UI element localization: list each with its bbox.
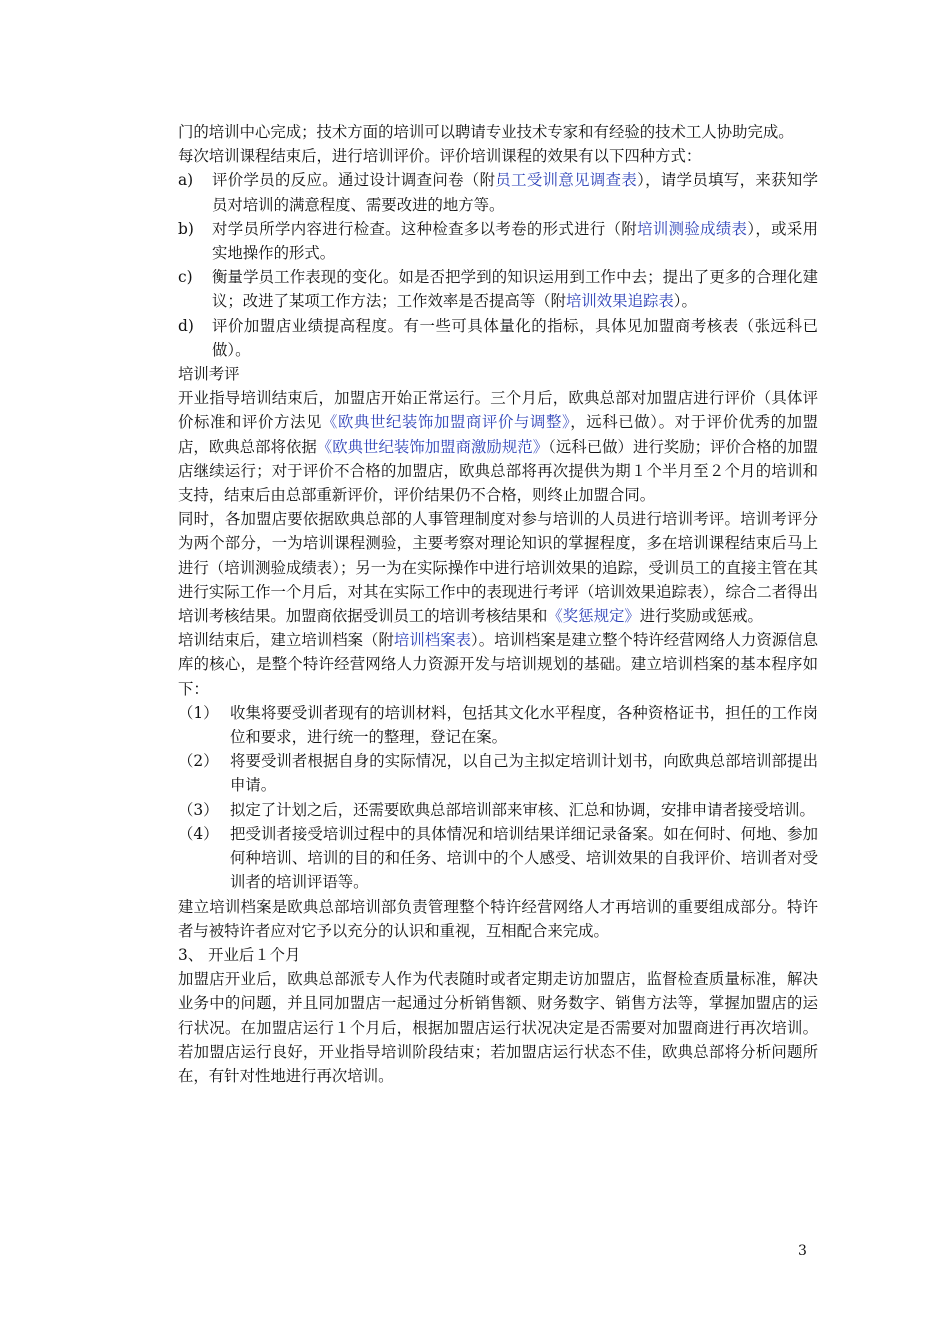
- paragraph-first-month: 加盟店开业后，欧典总部派专人作为代表随时或者定期走访加盟店，监督检查质量标准，解决业务中的问题，并且同加盟店一起通过分析销售额、财务数字、销售方法等，掌握加盟店的运行状况。在加盟店运行１个月后，根据加盟店运行状况决定是否需要对加盟商进行再次培训。若加盟店运行良好，开业指导培训阶段结束；若加盟店运行状态不佳，欧典总部将分析问题所在，有针对性地进行再次培训。: [178, 970, 818, 1085]
- link-archive-form[interactable]: 培训档案表: [393, 631, 472, 650]
- list-text: 对学员所学内容进行检查。这种检查多以考卷的形式进行（附: [212, 219, 638, 238]
- step-marker: （2）: [178, 752, 219, 771]
- paragraph-archive-importance: 建立培训档案是欧典总部培训部负责管理整个特许经营网络人才再培训的重要组成部分。特许者与被特许者应对它予以充分的认识和重视，互相配合来完成。: [178, 897, 818, 940]
- link-survey-form[interactable]: 员工受训意见调查表: [495, 171, 638, 190]
- text-run: 同时，各加盟店要依据欧典总部的人事管理制度对参与培训的人员进行培训考评。培训考评分为两个部分，一为培训课程测验，主要考察对理论知识的掌握程度，多在培训课程结束后马上进行（培训测验成绩表）；另一为在实际操作中进行培训效果的追踪，受训员工的直接主管在其进行实际工作一个月后，对其在实际工作中的表现进行考评（培训效果追踪表），综合二者得出培训考核结果。加盟商依据受训员工的培训考核结果和: [178, 510, 818, 626]
- step-text: 把受训者接受培训过程中的具体情况和培训结果详细记录备案。如在何时、何地、参加何种培训、培训的目的和任务、培训中的个人感受、培训效果的自我评价、培训者对受训者的培训评语等。: [230, 824, 818, 892]
- list-text: 衡量学员工作表现的变化。如是否把学到的知识运用到工作中去；提出了更多的合理化建议；改进了某项工作方法；工作效率是否提高等（附: [212, 268, 818, 311]
- step-text: 收集将要受训者现有的培训材料，包括其文化水平程度，各种资格证书，担任的工作岗位和要求，进行统一的整理，登记在案。: [230, 703, 818, 747]
- list-item-b: [178, 217, 818, 265]
- text-run: ，远科已做）。对于评价优秀的加盟店，欧典总部将依据: [178, 413, 818, 456]
- page-number: 3: [798, 1243, 807, 1259]
- list-item-d: [178, 314, 818, 362]
- paragraph-franchise-evaluation: [178, 386, 818, 507]
- text-run: 开业指导培训结束后，加盟店开始正常运行。三个月后，欧典总部对加盟店进行评价（具体评价标准和评价方法见: [178, 389, 818, 432]
- link-reward-rules[interactable]: 《奖惩规定》: [547, 607, 640, 626]
- list-item-a: [178, 168, 818, 216]
- list-marker: a): [178, 171, 194, 190]
- section-heading-first-month: 3、 开业后１个月: [178, 945, 301, 964]
- step-text: 将要受训者根据自身的实际情况，以自己为主拟定培训计划书，向欧典总部培训部提出申请。: [230, 752, 818, 795]
- link-effect-tracking-form[interactable]: 培训效果追踪表: [566, 292, 674, 311]
- section-heading-assessment: 培训考评: [178, 365, 240, 384]
- paragraph-staff-assessment: [178, 507, 818, 628]
- step-item-4: [178, 822, 818, 895]
- document-body: [178, 120, 818, 1088]
- step-text: 拟定了计划之后，还需要欧典总部培训部来审核、汇总和协调，安排申请者接受培训。: [230, 800, 815, 819]
- paragraph-training-archive: [178, 628, 818, 701]
- step-marker: （1）: [178, 703, 219, 722]
- step-marker: （4）: [178, 824, 219, 843]
- link-evaluation-adjustment[interactable]: 《欧典世纪装饰加盟商评价与调整》: [322, 413, 571, 432]
- list-marker: d): [178, 316, 194, 335]
- paragraph-intro: 门的培训中心完成；技术方面的培训可以聘请专业技术专家和有经验的技术工人协助完成。: [178, 123, 794, 141]
- text-run: 培训结束后，建立培训档案（附: [178, 631, 394, 650]
- step-item-3: [178, 798, 818, 822]
- text-run: 进行奖励或惩戒。: [639, 607, 763, 626]
- paragraph-evaluation-methods: 每次培训课程结束后，进行培训评价。评价培训课程的效果有以下四种方式：: [178, 147, 702, 166]
- link-test-score-form[interactable]: 培训测验成绩表: [637, 219, 748, 238]
- list-marker: c): [178, 268, 193, 287]
- step-item-1: [178, 701, 818, 749]
- list-text: ），请学员填写，来获知学员对培训的满意程度、需要改进的地方等。: [212, 171, 818, 214]
- list-text: 评价加盟店业绩提高程度。有一些可具体量化的指标，具体见加盟商考核表（张远科已做）。: [212, 316, 818, 359]
- list-text: 评价学员的反应。通过设计调查问卷（附: [212, 171, 496, 190]
- list-marker: b): [178, 219, 194, 238]
- link-incentive-norms[interactable]: 《欧典世纪装饰加盟商激励规范》: [316, 437, 549, 456]
- list-text: ），或采用实地操作的形式。: [212, 219, 818, 263]
- text-run: ）。培训档案是建立整个特许经营网络人力资源信息库的核心，是整个特许经营网络人力资源开发与培训规划的基础。建立培训档案的基本程序如下：: [178, 631, 818, 698]
- list-item-c: [178, 265, 818, 313]
- text-run: （远科已做）进行奖励；评价合格的加盟店继续运行；对于评价不合格的加盟店，欧典总部将再次提供为期１个半月至２个月的培训和支持，结束后由总部重新评价，评价结果仍不合格，则终止加盟合同。: [178, 437, 818, 505]
- step-marker: （3）: [178, 800, 219, 819]
- list-text: ）。: [673, 292, 697, 311]
- step-item-2: [178, 749, 818, 797]
